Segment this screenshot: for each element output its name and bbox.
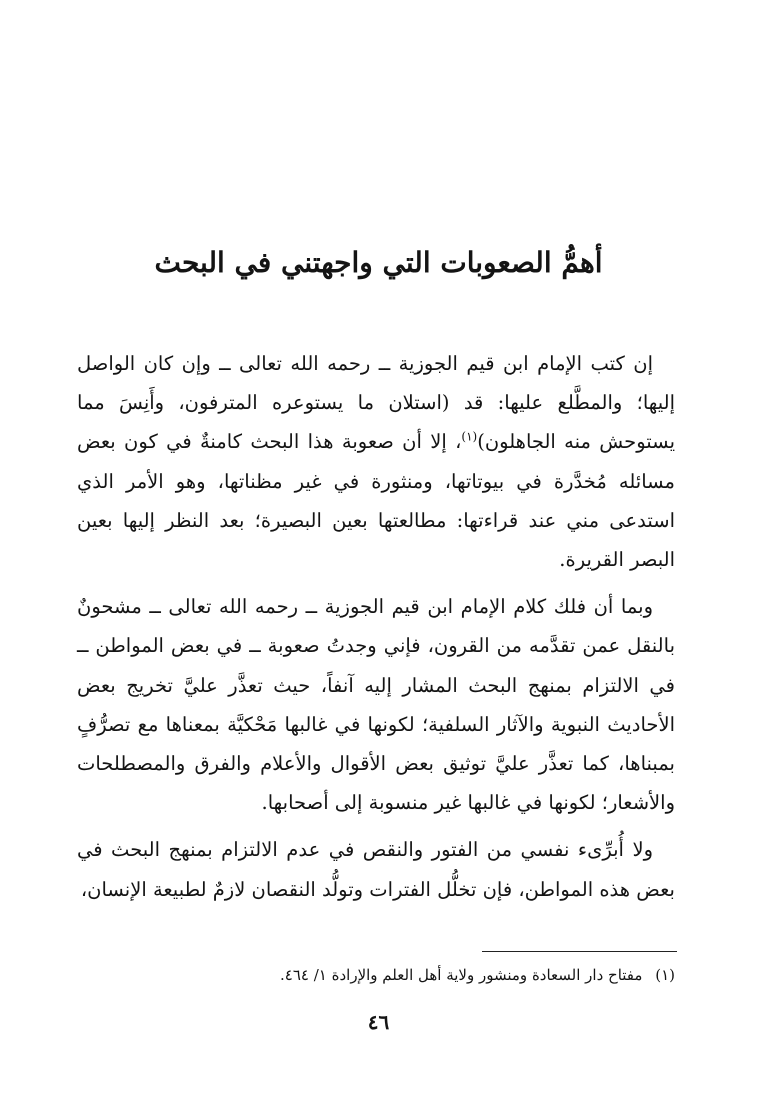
footnote-text: مفتاح دار السعادة ومنشور ولاية أهل العلم والإرادة ١/ ٤٦٤. <box>280 966 643 984</box>
paragraph-2: وبما أن فلك كلام الإمام ابن قيم الجوزية ــ رحمه الله تعالى ــ مشحونٌ بالنقل عمن تقدَّمه من القرون، فإني وجدتُ صعوبة ــ في بعض المواطن ــ في الالتزام بمنهج البحث المشار إليه آنفاً، حيث تعذَّر عليَّ تخريج بعض الأحاديث النبوية والآثار السلفية؛ لكونها في غالبها مَحْكيَّة بمعناها مع تصرُّفٍ بمبناها، كما تعذَّر عليَّ توثيق بعض الأقوال والأعلام والفرق والمصطلحات والأشعار؛ لكونها في غالبها غير منسوبة إلى أصحابها. <box>77 595 675 815</box>
paragraph-3: ولا أُبرِّىء نفسي من الفتور والنقص في عدم الالتزام بمنهج البحث في بعض هذه المواطن، فإن تخلُّل الفترات وتولُّد النقصان لازمٌ لطبيعة الإنسان، <box>77 838 675 901</box>
paragraph-1-text-a: إن كتب الإمام ابن قيم الجوزية ــ رحمه الله تعالى ــ وإن كان الواصل إليها؛ والمطَّلع عليها: قد (استلان ما يستوعره المترفون، وأَنِسَ مما يستوحش منه الجاهلون) <box>77 352 675 454</box>
page-title: أهمُّ الصعوبات التي واجهتني في البحث <box>154 246 603 279</box>
footnote-marker: (١) <box>461 429 478 444</box>
footnote-number: (١) <box>655 966 675 984</box>
footnote <box>77 960 675 990</box>
paragraph-1 <box>77 344 675 579</box>
body-text <box>77 344 675 917</box>
page-number: ٤٦ <box>367 1010 390 1034</box>
footnote-separator <box>482 951 677 952</box>
paragraph-1-text-b: ، إلا أن صعوبة هذا البحث كامنةٌ في كون بعض مسائله مُخدَّرة في بيوتاتها، ومنثورة في غير مظناتها، وهو الأمر الذي استدعى مني عند قراءتها: مطالعتها بعين البصيرة؛ بعد النظر إليها بعين البصر القريرة. <box>77 430 675 572</box>
